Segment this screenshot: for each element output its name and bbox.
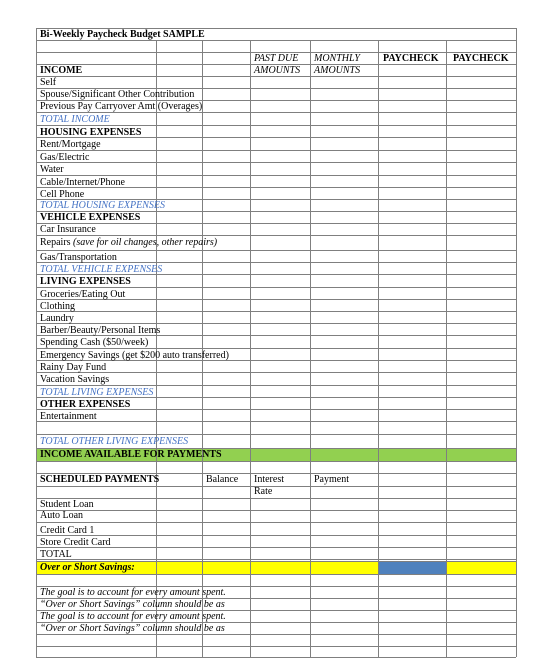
note-line: “Over or Short Savings” column should be as (40, 623, 225, 634)
grid-row-line (36, 522, 516, 523)
other-item: Entertainment (40, 411, 97, 422)
other-heading: OTHER EXPENSES (40, 399, 131, 410)
grid-col-line (446, 40, 447, 657)
grid-col-line (36, 28, 37, 657)
balance-header: Balance (206, 474, 239, 485)
grid-col-line (156, 40, 157, 657)
housing-item: Gas/Electric (40, 152, 90, 163)
grid-row-line (36, 162, 516, 163)
living-heading: LIVING EXPENSES (40, 276, 131, 287)
grid-row-line (36, 510, 516, 511)
grid-row-line (36, 150, 516, 151)
grid-row-line (36, 574, 516, 575)
note-line: “Over or Short Savings” column should be as (40, 599, 225, 610)
living-item: Spending Cash ($50/week) (40, 337, 149, 348)
paycheck-header-1: PAYCHECK (383, 53, 439, 64)
grid-row-line (36, 646, 516, 647)
paycheck-blue-cell (378, 562, 446, 574)
vehicle-item: Gas/Transportation (40, 252, 117, 263)
living-item: Rainy Day Fund (40, 362, 107, 373)
income-item: Self (40, 77, 57, 88)
housing-item: Rent/Mortgage (40, 139, 101, 150)
total-living: TOTAL LIVING EXPENSES (40, 387, 154, 398)
grid-row-line (36, 235, 516, 236)
past-due-amounts-header: AMOUNTS (254, 65, 301, 76)
past-due-header: PAST DUE (254, 53, 299, 64)
housing-item: Water (40, 164, 64, 175)
total-housing: TOTAL HOUSING EXPENSES (40, 200, 166, 211)
monthly-header: MONTHLY (314, 53, 360, 64)
grid-row-line (36, 323, 516, 324)
living-item: Vacation Savings (40, 374, 110, 385)
grid-row-line (36, 486, 516, 487)
interest-header: Interest (254, 474, 284, 485)
grid-col-line (202, 40, 203, 657)
payment-header: Payment (314, 474, 349, 485)
living-item: Emergency Savings (get $200 auto transferred) (40, 350, 229, 361)
living-item: Groceries/Eating Out (40, 289, 126, 300)
rate-header: Rate (254, 486, 273, 497)
scheduled-item: Credit Card 1 (40, 525, 95, 536)
scheduled-heading: SCHEDULED PAYMENTS (40, 474, 160, 485)
grid-row-line (36, 250, 516, 251)
scheduled-item: Store Credit Card (40, 537, 111, 548)
note-line: The goal is to account for every amount spent. (40, 587, 226, 598)
repairs-note: (save for oil changes, other repairs) (73, 237, 218, 248)
grid-col-line (310, 40, 311, 657)
vehicle-item: Repairs (save for oil changes, other repairs) (40, 237, 218, 248)
scheduled-item: Auto Loan (40, 510, 84, 521)
total-income: TOTAL INCOME (40, 114, 110, 125)
grid-row-line (36, 421, 516, 422)
income-item: Spouse/Significant Other Contribution (40, 89, 195, 100)
total-vehicle: TOTAL VEHICLE EXPENSES (40, 264, 163, 275)
housing-item: Cable/Internet/Phone (40, 177, 125, 188)
grid-row-line (36, 461, 516, 462)
vehicle-item: Car Insurance (40, 224, 96, 235)
income-available-label: INCOME AVAILABLE FOR PAYMENTS (40, 449, 222, 460)
grid-row-line (36, 498, 516, 499)
living-item: Laundry (40, 313, 74, 324)
grid-row-line (36, 175, 516, 176)
living-item: Barber/Beauty/Personal Items (40, 325, 161, 336)
grid-row-line (36, 535, 516, 536)
total-other: TOTAL OTHER LIVING EXPENSES (40, 436, 189, 447)
grid-row-line (36, 372, 516, 373)
over-short-label: Over or Short Savings: (40, 562, 135, 573)
vehicle-heading: VEHICLE EXPENSES (40, 212, 141, 223)
living-item: Clothing (40, 301, 76, 312)
note-line: The goal is to account for every amount spent. (40, 611, 226, 622)
paycheck-header-2: PAYCHECK (453, 53, 509, 64)
grid-row-line (36, 434, 516, 435)
grid-col-line (250, 40, 251, 657)
scheduled-total: TOTAL (40, 549, 72, 560)
housing-item: Cell Phone (40, 189, 85, 200)
housing-heading: HOUSING EXPENSES (40, 127, 142, 138)
scheduled-item: Student Loan (40, 499, 94, 510)
grid-col-line (378, 40, 379, 657)
income-item: Previous Pay Carryover Amt (Overages) (40, 101, 203, 112)
grid-row-line (36, 311, 516, 312)
sheet-title: Bi-Weekly Paycheck Budget SAMPLE (40, 29, 205, 40)
income-heading: INCOME (40, 65, 83, 76)
grid-row-line (36, 559, 516, 560)
monthly-amounts-header: AMOUNTS (314, 65, 361, 76)
grid-col-line (516, 28, 517, 657)
